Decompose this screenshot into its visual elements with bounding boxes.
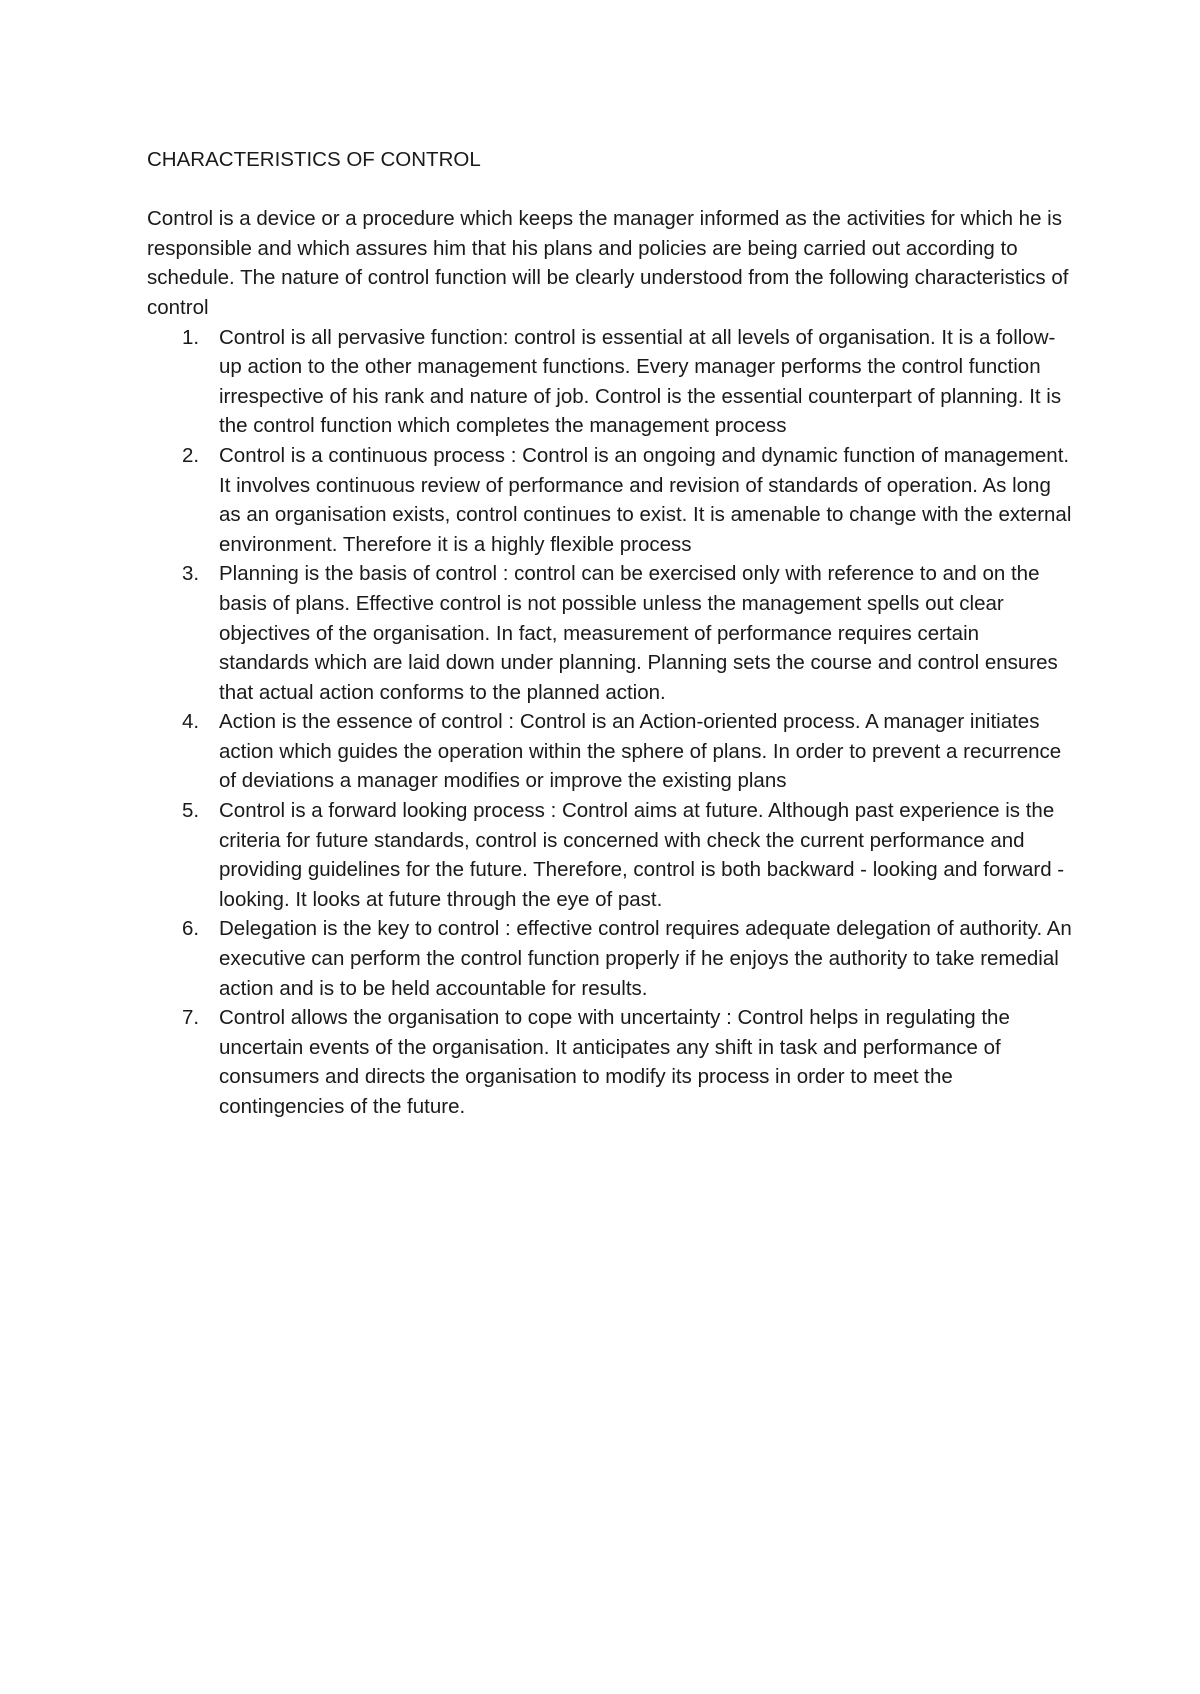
list-item-number: 4. <box>182 710 200 734</box>
list-item-number: 2. <box>182 443 200 467</box>
list-item-number: 7. <box>182 1006 200 1030</box>
intro-paragraph: Control is a device or a procedure which keeps the manager informed as the activities for which he is responsible and which assures him that his plans and policies are being carried out according to schedule. The nature of control function will be clearly understood from the following characteristics of control <box>147 207 1069 319</box>
list-item-text: Control is all pervasive function: control is essential at all levels of organisation. It is a follow-up action to the other management functions. Every manager performs the control function irrespective of his rank and nature of job. Control is the essential counterpart of planning. It is the control function which completes the management process <box>219 325 1062 438</box>
list-item-text: Action is the essence of control : Control is an Action-oriented process. A manager initiates action which guides the operation within the sphere of plans. In order to prevent a recurrence of deviations a manager modifies or improve the existing plans <box>219 710 1062 793</box>
document-title: CHARACTERISTICS OF CONTROL <box>147 148 481 171</box>
list-item-text: Control allows the organisation to cope with uncertainty : Control helps in regulating the uncertain events of the organisation. It anticipates any shift in task and performance of consumers and directs the organisation to modify its process in order to meet the contingencies of the future. <box>219 1006 1010 1118</box>
list-item <box>147 1003 1072 1121</box>
document-body <box>147 145 1072 1122</box>
list-item-number: 3. <box>182 562 200 586</box>
list-item-text: Planning is the basis of control : control can be exercised only with reference to and on the basis of plans. Effective control is not possible unless the management spells out clear objectives of the organisation. In fact, measurement of performance requires certain standards which are laid down under planning. Planning sets the course and control ensures that actual action conforms to the planned action. <box>219 562 1058 704</box>
list-item <box>147 559 1072 707</box>
list-item-text: Control is a continuous process : Control is an ongoing and dynamic function of management. It involves continuous review of performance and revision of standards of operation. As long as an organisation exists, control continues to exist. It is amenable to change with the external environment. Therefore it is a highly flexible process <box>219 443 1072 556</box>
list-item-text: Control is a forward looking process : Control aims at future. Although past experience is the criteria for future standards, control is concerned with check the current performance and providing guidelines for the future. Therefore, control is both backward - looking and forward - looking. It looks at future through the eye of past. <box>219 799 1065 911</box>
list-item-number: 1. <box>182 325 200 349</box>
list-item-number: 5. <box>182 799 200 823</box>
list-item-text: Delegation is the key to control : effective control requires adequate delegation of authority. An executive can perform the control function properly if he enjoys the authority to take remedial action and is to be held accountable for results. <box>219 917 1072 1000</box>
list-item-number: 6. <box>182 917 200 941</box>
characteristics-list <box>147 323 1072 1122</box>
list-item <box>147 707 1072 796</box>
list-item <box>147 323 1072 441</box>
list-item <box>147 441 1072 559</box>
list-item <box>147 796 1072 914</box>
list-item <box>147 914 1072 1003</box>
